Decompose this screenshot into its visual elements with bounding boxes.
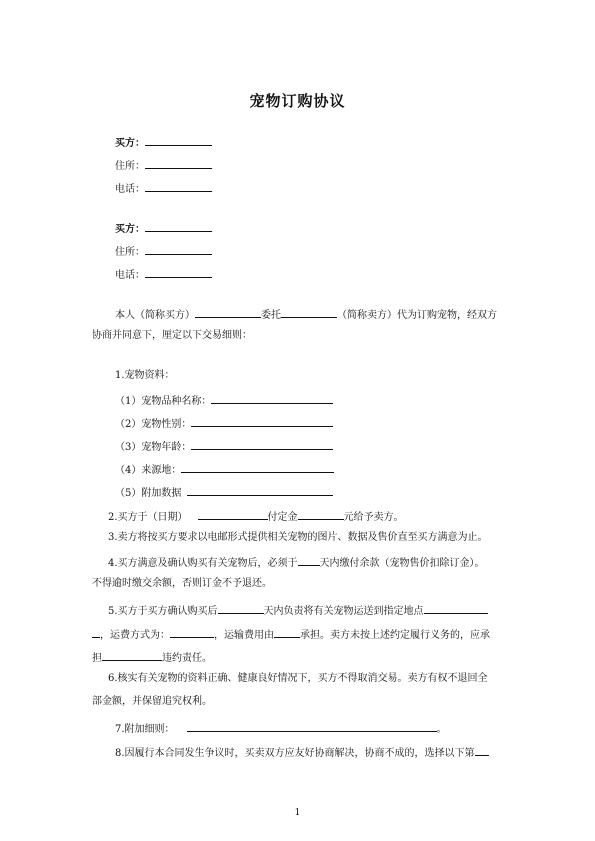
party-b-phone-row bbox=[115, 266, 212, 283]
intro-text-1: 本人（简称买方） bbox=[115, 310, 195, 321]
item-4-line-2: 不得逾时缴交余额，否则订金不予退还。 bbox=[92, 578, 272, 589]
source-label: （4）来源地： bbox=[115, 465, 182, 476]
item-5-line-2 bbox=[92, 626, 490, 643]
party-b-name-row bbox=[115, 220, 212, 237]
item-3-row: 3.卖方将按买方要求以电邮形式提供相关宠物的图片、数据及售价直至买方满意为止。 bbox=[108, 532, 488, 543]
item-7-text-2: 。 bbox=[436, 724, 447, 735]
page-number: 1 bbox=[294, 808, 301, 818]
liability-blank bbox=[102, 649, 162, 661]
item-1-extra-row bbox=[115, 484, 333, 501]
delivery-days-blank bbox=[218, 602, 264, 614]
age-blank bbox=[191, 438, 333, 450]
item-5-text-1: 5.买方于买方确认购买后 bbox=[108, 606, 218, 617]
shipping-payer-blank bbox=[274, 626, 300, 638]
item-4-text-1: 4.买方满意及确认购买有关宠物后，必须于 bbox=[108, 558, 298, 569]
party-b-name-blank bbox=[145, 220, 212, 232]
item-8-row bbox=[115, 744, 489, 761]
item-5-text-2: 天内负责将有关宠物运送到指定地点 bbox=[263, 606, 424, 617]
days-blank bbox=[298, 554, 320, 566]
source-blank bbox=[181, 461, 334, 473]
extra-blank bbox=[187, 484, 333, 496]
item-1-sex-row bbox=[115, 415, 333, 432]
item-1-source-row bbox=[115, 461, 334, 478]
item-2-text-3: 元给予卖方。 bbox=[343, 512, 404, 523]
item-5-text-7: 违约责任。 bbox=[162, 653, 212, 664]
item-1-heading: 1.宠物资料： bbox=[115, 370, 175, 381]
date-blank bbox=[198, 508, 268, 520]
party-a-phone-label: 电话： bbox=[115, 184, 145, 195]
intro-text-2: 委托 bbox=[261, 310, 281, 321]
party-a-name-row bbox=[115, 134, 212, 151]
party-b-label: 买方： bbox=[115, 224, 145, 235]
party-a-phone-blank bbox=[145, 180, 212, 192]
document-title: 宠物订购协议 bbox=[249, 92, 346, 110]
seller-name-blank bbox=[281, 306, 337, 318]
item-8-text-1: 8.因履行本合同发生争议时，买卖双方应友好协商解决，协商不成的，选择以下第 bbox=[115, 748, 475, 759]
sex-label: （2）宠物性别： bbox=[115, 419, 192, 430]
party-b-phone-blank bbox=[145, 266, 212, 278]
item-6-line-2: 部金额，并保留追究权利。 bbox=[92, 696, 212, 707]
party-a-label: 买方： bbox=[115, 138, 145, 149]
item-4-line-1 bbox=[108, 554, 485, 571]
party-a-phone-row bbox=[115, 180, 212, 197]
item-5-text-4: ，运输费用由 bbox=[214, 630, 274, 641]
item-4-text-2: 天内缴付余款（宠物售价扣除订金）。 bbox=[319, 558, 485, 569]
item-5-line-3 bbox=[92, 649, 212, 666]
item-5-text-5: 承担。卖方未按上述约定履行义务的，应承 bbox=[300, 630, 490, 641]
item-1-breed-row bbox=[115, 392, 333, 409]
intro-text-3: （简称卖方）代为订购宠物，经双方 bbox=[337, 310, 497, 321]
item-2-text-2: 付定金 bbox=[267, 512, 298, 523]
party-b-phone-label: 电话： bbox=[115, 270, 145, 281]
breed-label: （1）宠物品种名称： bbox=[115, 396, 212, 407]
item-7-text-1: 7.附加细则： bbox=[115, 724, 175, 735]
item-5-text-6: 担 bbox=[92, 653, 102, 664]
party-b-address-label: 住所： bbox=[115, 247, 145, 258]
item-7-row bbox=[115, 720, 447, 737]
party-a-address-blank bbox=[145, 157, 212, 169]
item-2-text-1: 2.买方于（日期） bbox=[108, 512, 188, 523]
location-blank-cont bbox=[92, 626, 100, 638]
deposit-blank bbox=[298, 508, 344, 520]
sex-blank bbox=[191, 415, 333, 427]
item-5-line-1 bbox=[108, 602, 488, 619]
breed-blank bbox=[211, 392, 333, 404]
location-blank bbox=[424, 602, 488, 614]
party-a-address-label: 住所： bbox=[115, 161, 145, 172]
intro-text-4: 协商并同意下，厘定以下交易细则： bbox=[92, 330, 252, 341]
item-5-text-3: ，运费方式为： bbox=[100, 630, 170, 641]
item-6-line-1: 6.核实有关宠物的资料正确、健康良好情况下，买方不得取消交易。卖方有权不退回全 bbox=[108, 673, 488, 684]
additional-terms-blank bbox=[187, 720, 437, 732]
party-a-name-blank bbox=[145, 134, 212, 146]
intro-line-1 bbox=[115, 306, 497, 323]
extra-label: （5）附加数据 bbox=[115, 488, 182, 499]
item-1-age-row bbox=[115, 438, 333, 455]
shipping-method-blank bbox=[170, 626, 214, 638]
intro-line-2 bbox=[92, 329, 252, 343]
option-blank bbox=[475, 744, 489, 756]
party-b-address-blank bbox=[145, 243, 212, 255]
party-b-address-row bbox=[115, 243, 212, 260]
party-a-address-row bbox=[115, 157, 212, 174]
age-label: （3）宠物年龄： bbox=[115, 442, 192, 453]
buyer-name-blank bbox=[195, 306, 261, 318]
item-2-row bbox=[108, 508, 404, 525]
